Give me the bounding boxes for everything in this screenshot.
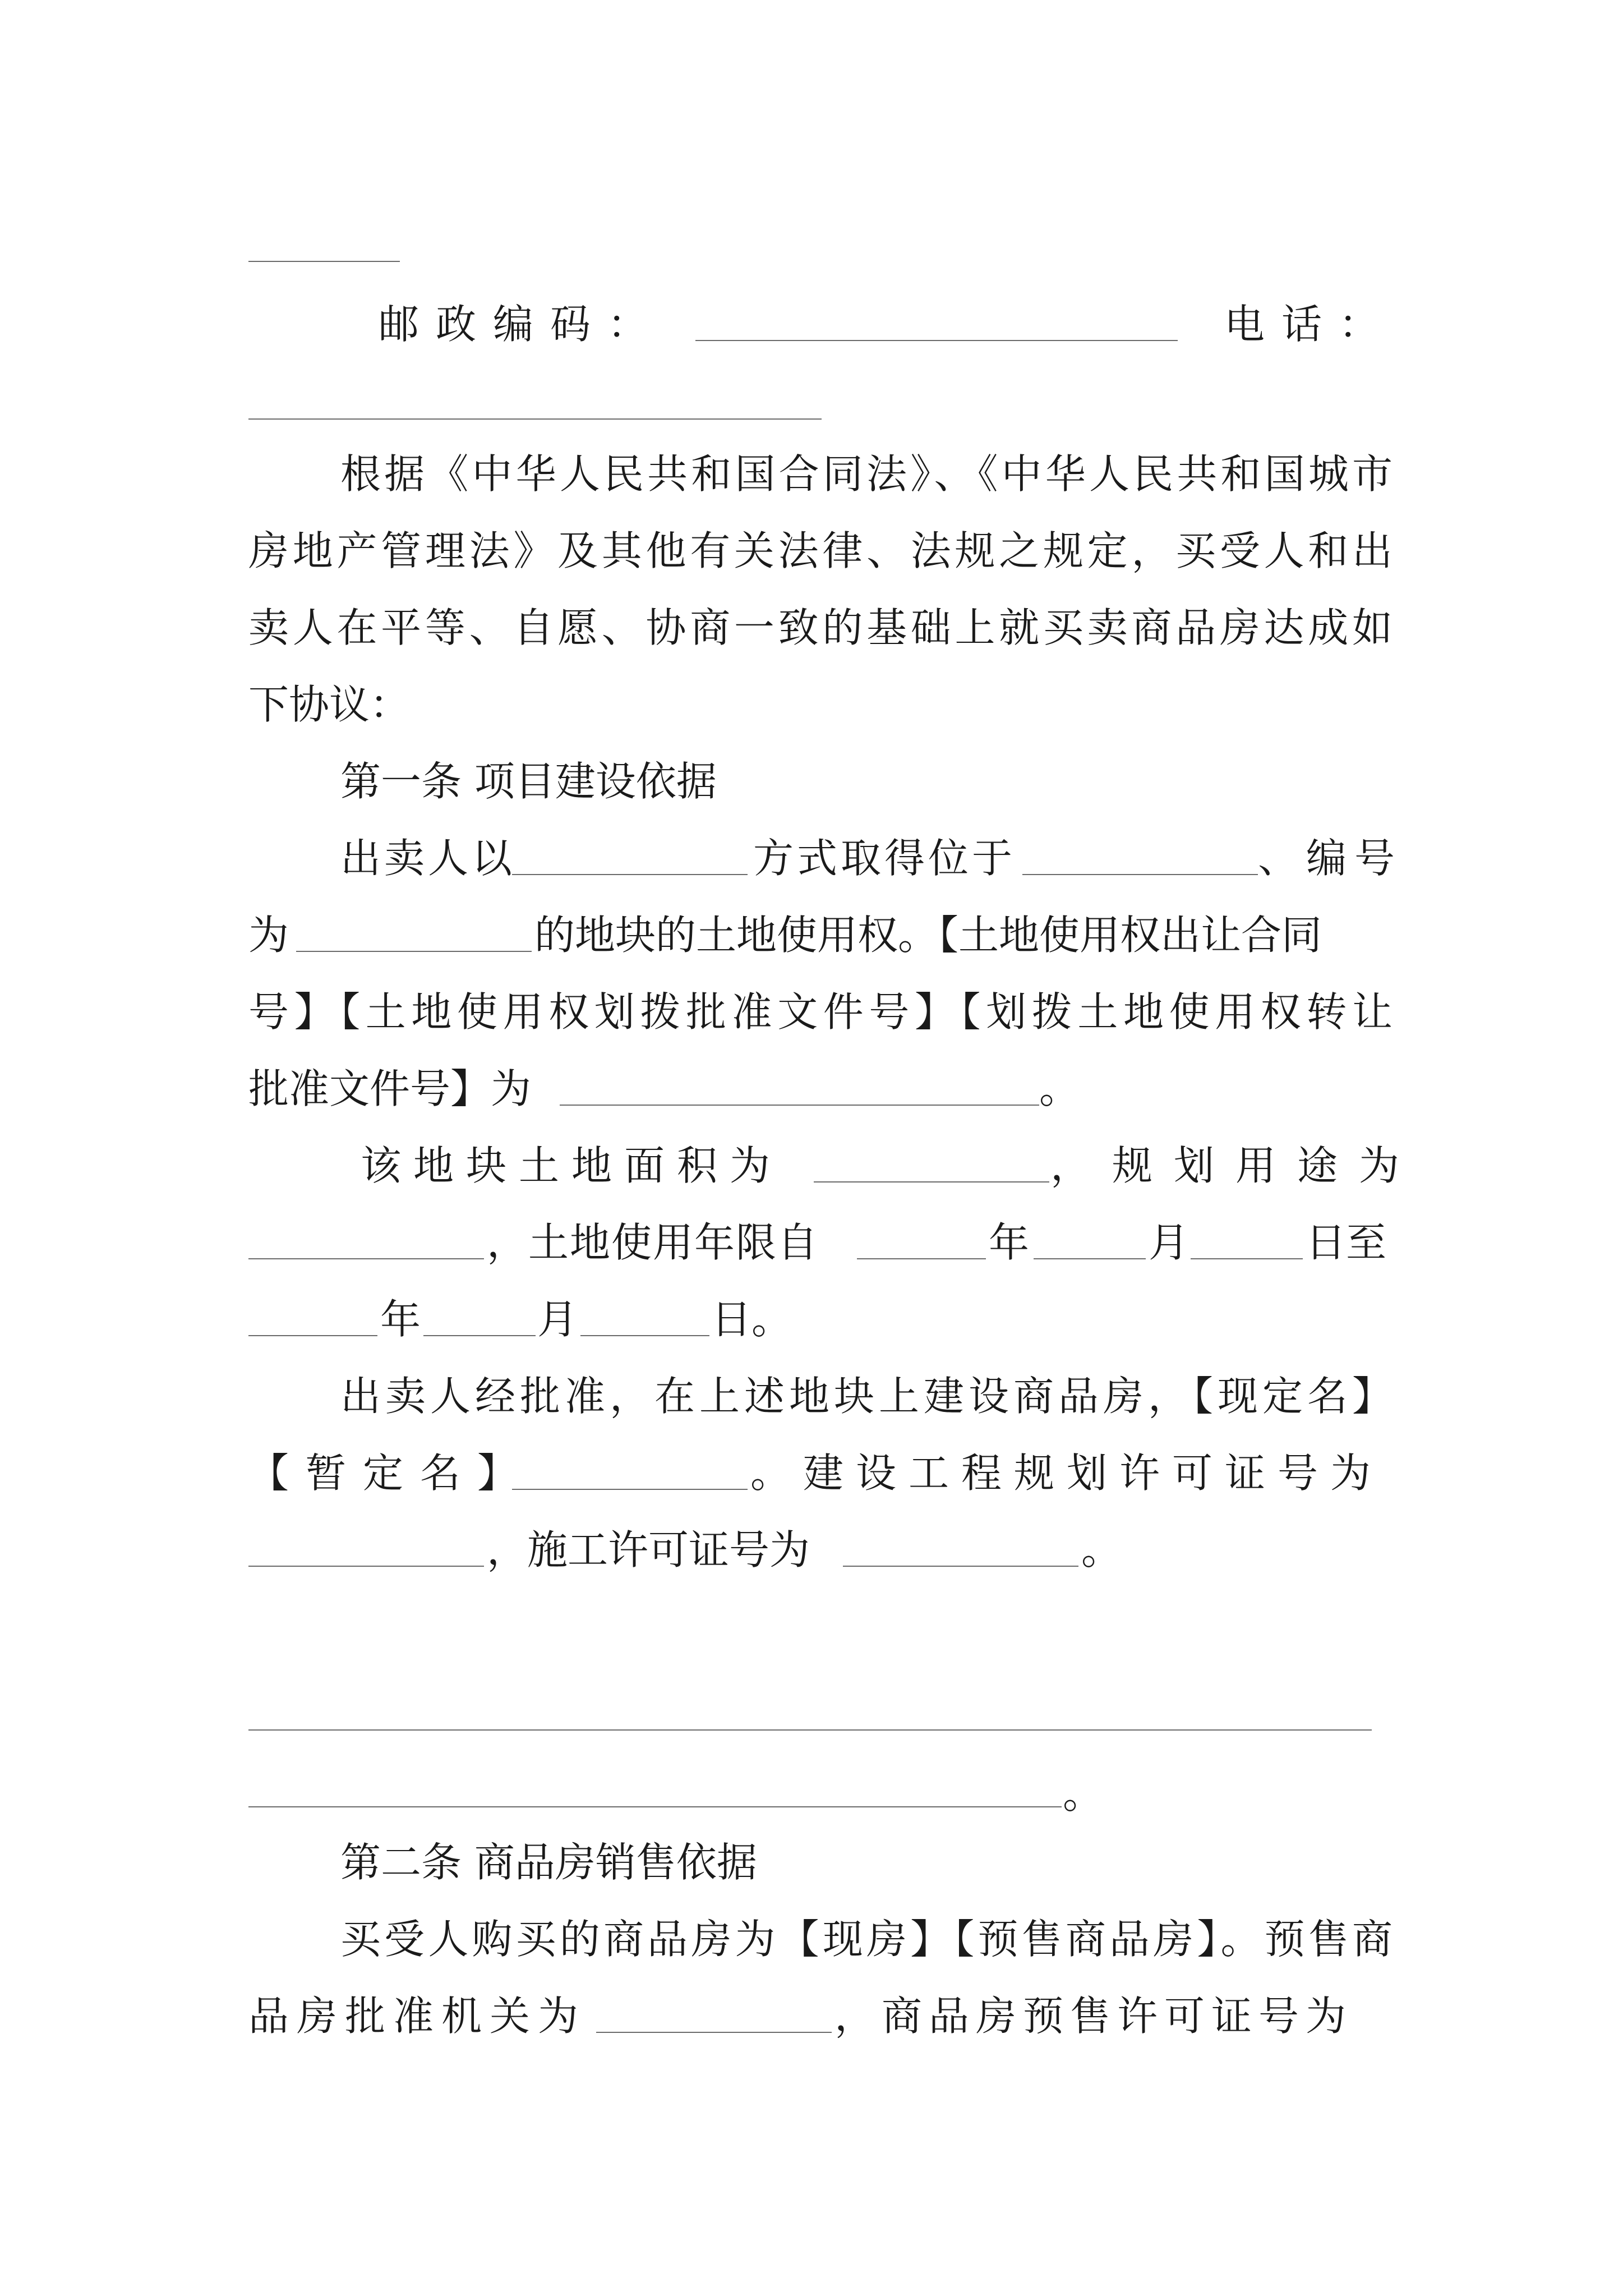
text: ，土地使用年限自 (487, 1219, 819, 1266)
article2-line1: 买受人购买的商品房为【现房】【预售商品房】。预售商 (340, 1916, 1393, 1963)
intro-line-1: 根据《中华人民共和国合同法》、《中华人民共和国城市 (340, 450, 1393, 498)
text: ，规划用途为 (1050, 1142, 1421, 1189)
text: 、编号 (1258, 835, 1403, 882)
text: 月 (537, 1296, 578, 1343)
text: 该地块土地面积为 (361, 1142, 783, 1189)
text: 年 (380, 1296, 421, 1343)
plot-number-blank[interactable] (296, 918, 532, 952)
land-use-blank[interactable] (248, 1226, 484, 1259)
intro-line-4: 下协议： (248, 681, 411, 728)
text: 。 (1039, 1065, 1080, 1112)
project-name-blank[interactable] (512, 1456, 748, 1490)
start-year-blank[interactable] (857, 1226, 986, 1259)
text: 日。 (711, 1296, 792, 1343)
text: 。 (1081, 1526, 1122, 1573)
long-blank-end-mark: 。 (1063, 1770, 1104, 1818)
text: 。建设工程规划许可证号为 (750, 1450, 1384, 1497)
phone-blank[interactable] (248, 418, 822, 420)
start-month-blank[interactable] (1034, 1226, 1146, 1259)
end-month-blank[interactable] (423, 1303, 536, 1336)
construction-permit-blank[interactable] (843, 1533, 1078, 1567)
top-short-rule (248, 261, 400, 262)
text: 方式取得位于 (753, 835, 1016, 882)
text: 【暂定名】 (248, 1450, 535, 1497)
article1-p3-line1: 出卖人经批准，在上述地块上建设商品房，【现定名】 (340, 1373, 1393, 1420)
article1-title: 第一条 项目建设依据 (340, 758, 717, 805)
start-day-blank[interactable] (1191, 1226, 1303, 1259)
text: 的地块的土地使用权。【土地使用权出让合同 (534, 912, 1322, 959)
text: ，施工许可证号为 (487, 1526, 810, 1573)
long-blank-1[interactable] (248, 1729, 1372, 1731)
end-day-blank[interactable] (580, 1303, 709, 1336)
land-area-blank[interactable] (814, 1149, 1049, 1182)
end-year-blank[interactable] (248, 1303, 377, 1336)
approval-doc-blank[interactable] (560, 1072, 1039, 1106)
text: 年 (989, 1219, 1030, 1266)
location-blank[interactable] (1022, 841, 1258, 875)
phone-label: 电话： (1224, 301, 1396, 348)
text: 批准文件号】为 (248, 1065, 532, 1112)
postal-code-blank[interactable] (695, 307, 1178, 341)
article2-title: 第二条 商品房销售依据 (340, 1839, 757, 1886)
postal-code-label: 邮政编码： (379, 301, 665, 348)
intro-line-3: 卖人在平等、自愿、协商一致的基础上就买卖商品房达成如 (248, 604, 1393, 651)
long-blank-2[interactable] (248, 1806, 1062, 1807)
planning-permit-blank[interactable] (248, 1533, 484, 1567)
text: 月 (1149, 1219, 1189, 1266)
text: 为 (248, 912, 289, 959)
text: ，商品房预售许可证号为 (834, 1993, 1353, 2040)
acquire-method-blank[interactable] (512, 841, 748, 875)
intro-line-2: 房地产管理法》及其他有关法律、法规之规定，买受人和出 (248, 527, 1393, 574)
article1-p1-line3: 号】【土地使用权划拨批准文件号】【划拨土地使用权转让 (248, 988, 1393, 1036)
presale-authority-blank[interactable] (596, 1999, 832, 2033)
text: 出卖人以 (340, 835, 516, 882)
text: 品房批准机关为 (248, 1993, 587, 2040)
text: 日至 (1306, 1219, 1387, 1266)
